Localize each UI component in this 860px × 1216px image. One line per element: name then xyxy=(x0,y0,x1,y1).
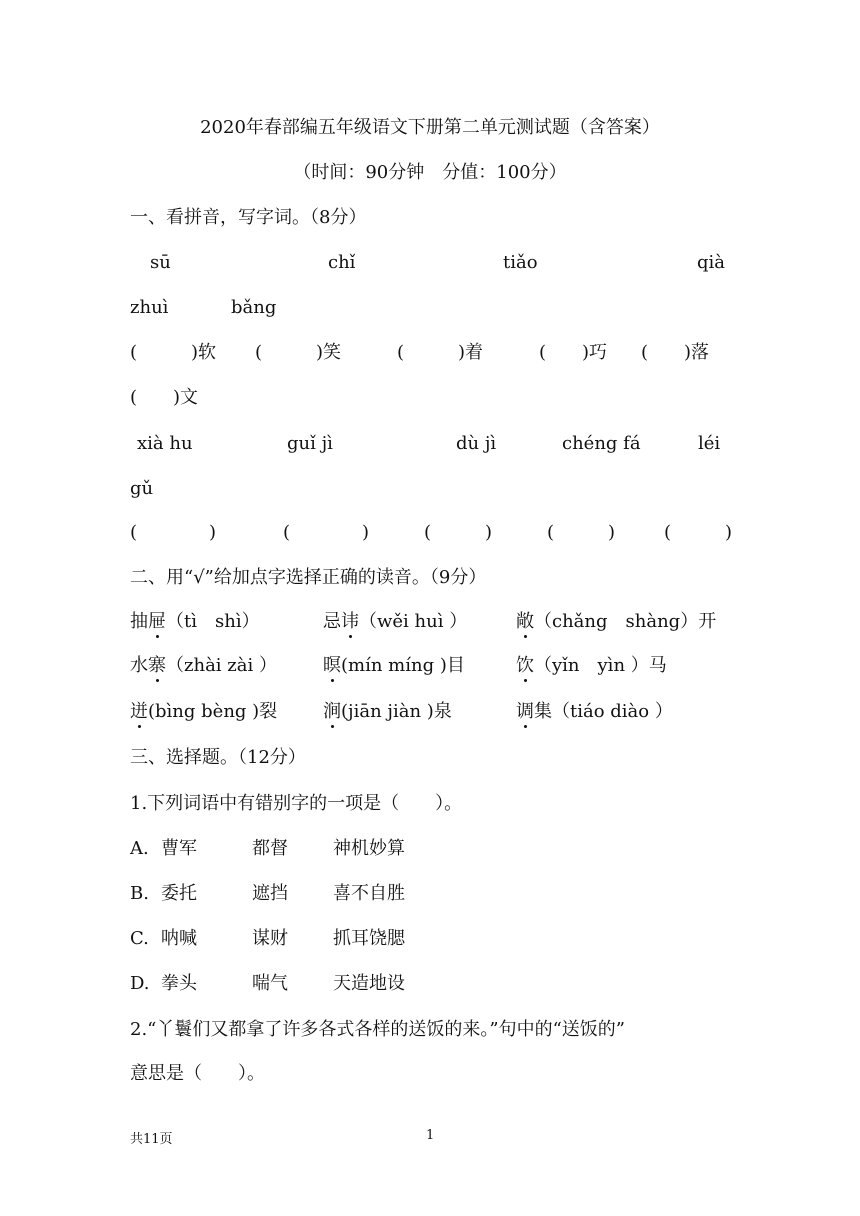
pinyin: léi xyxy=(698,433,721,454)
dotted-char: 屉 xyxy=(148,611,166,632)
section2-heading: 二、用“√”给加点字选择正确的读音。（9分） xyxy=(130,567,487,588)
question-2-cont: 意思是（ ）。 xyxy=(130,1063,265,1084)
option-label: C. xyxy=(130,928,149,949)
answer-blank: ( ) xyxy=(130,522,217,543)
answer-blank: ( ) xyxy=(424,522,493,543)
pinyin: xià hu xyxy=(137,433,193,454)
answer-blank: ( )文 xyxy=(130,387,199,408)
pinyin: sū xyxy=(150,252,171,273)
answer-blank: ( ) xyxy=(664,522,733,543)
option-word: 神机妙算 xyxy=(333,838,405,859)
footer-page-count: 共11页 xyxy=(130,1132,173,1147)
option-word: 喘气 xyxy=(252,973,288,994)
reading-item: 忌讳（wěi huì ） xyxy=(323,611,468,632)
reading-item: 迸(bìng bèng )裂 xyxy=(130,701,278,722)
reading-item: 抽屉（tì shì） xyxy=(130,611,260,632)
option-word: 抓耳饶腮 xyxy=(333,928,405,949)
dotted-char: 调 xyxy=(516,701,534,722)
footer-page-number: 1 xyxy=(426,1128,435,1143)
reading-item: 饮（yǐn yìn ）马 xyxy=(516,655,667,676)
dotted-char: 暝 xyxy=(323,655,341,676)
answer-blank: ( ) xyxy=(547,522,616,543)
reading-item: 水寨（zhài zài ） xyxy=(130,655,277,676)
question-1: 1.下列词语中有错别字的一项是（ ）。 xyxy=(130,793,463,814)
answer-blank: ( )笑 xyxy=(255,342,342,363)
answer-blank: ( ) xyxy=(283,522,370,543)
option-word: 天造地设 xyxy=(333,973,405,994)
pinyin: qià xyxy=(697,252,726,273)
dotted-char: 迸 xyxy=(130,701,148,722)
pinyin: zhuì xyxy=(130,297,169,318)
reading-item: 调集（tiáo diào ） xyxy=(516,701,673,722)
answer-blank: ( )软 xyxy=(130,342,217,363)
section1-heading: 一、看拼音，写字词。（8分） xyxy=(130,207,367,228)
option-word: 喜不自胜 xyxy=(333,883,405,904)
reading-item: 涧(jiān jiàn )泉 xyxy=(323,701,452,722)
answer-blank: ( )着 xyxy=(397,342,484,363)
option-word: 遮挡 xyxy=(252,883,288,904)
option-label: D. xyxy=(130,973,150,994)
dotted-char: 涧 xyxy=(323,701,341,722)
section3-heading: 三、选择题。（12分） xyxy=(130,747,306,768)
reading-item: 敞（chǎng shàng）开 xyxy=(516,611,717,632)
option-word: 呐喊 xyxy=(161,928,197,949)
option-word: 谋财 xyxy=(252,928,288,949)
exam-subtitle: （时间：90分钟 分值：100分） xyxy=(293,162,567,183)
dotted-char: 饮 xyxy=(516,655,534,676)
option-word: 曹军 xyxy=(161,838,197,859)
option-label: A. xyxy=(130,838,149,859)
pinyin: guǐ jì xyxy=(287,433,333,454)
answer-blank: ( )巧 xyxy=(539,342,608,363)
option-label: B. xyxy=(130,883,149,904)
dotted-char: 寨 xyxy=(148,655,166,676)
pinyin: bǎng xyxy=(231,297,277,318)
pinyin: dù jì xyxy=(456,433,497,454)
pinyin: chéng fá xyxy=(562,433,641,454)
pinyin: tiǎo xyxy=(503,252,538,273)
dotted-char: 敞 xyxy=(516,611,534,632)
question-2: 2.“丫鬟们又都拿了许多各式各样的送饭的来。”句中的“送饭的” xyxy=(130,1019,625,1040)
answer-blank: ( )落 xyxy=(641,342,710,363)
pinyin: chǐ xyxy=(328,252,356,273)
exam-title: 2020年春部编五年级语文下册第二单元测试题（含答案） xyxy=(200,117,660,138)
reading-item: 暝(mín míng )目 xyxy=(323,655,465,676)
pinyin: gǔ xyxy=(130,478,154,499)
option-word: 拳头 xyxy=(161,973,197,994)
option-word: 委托 xyxy=(161,883,197,904)
dotted-char: 讳 xyxy=(341,611,359,632)
option-word: 都督 xyxy=(252,838,288,859)
